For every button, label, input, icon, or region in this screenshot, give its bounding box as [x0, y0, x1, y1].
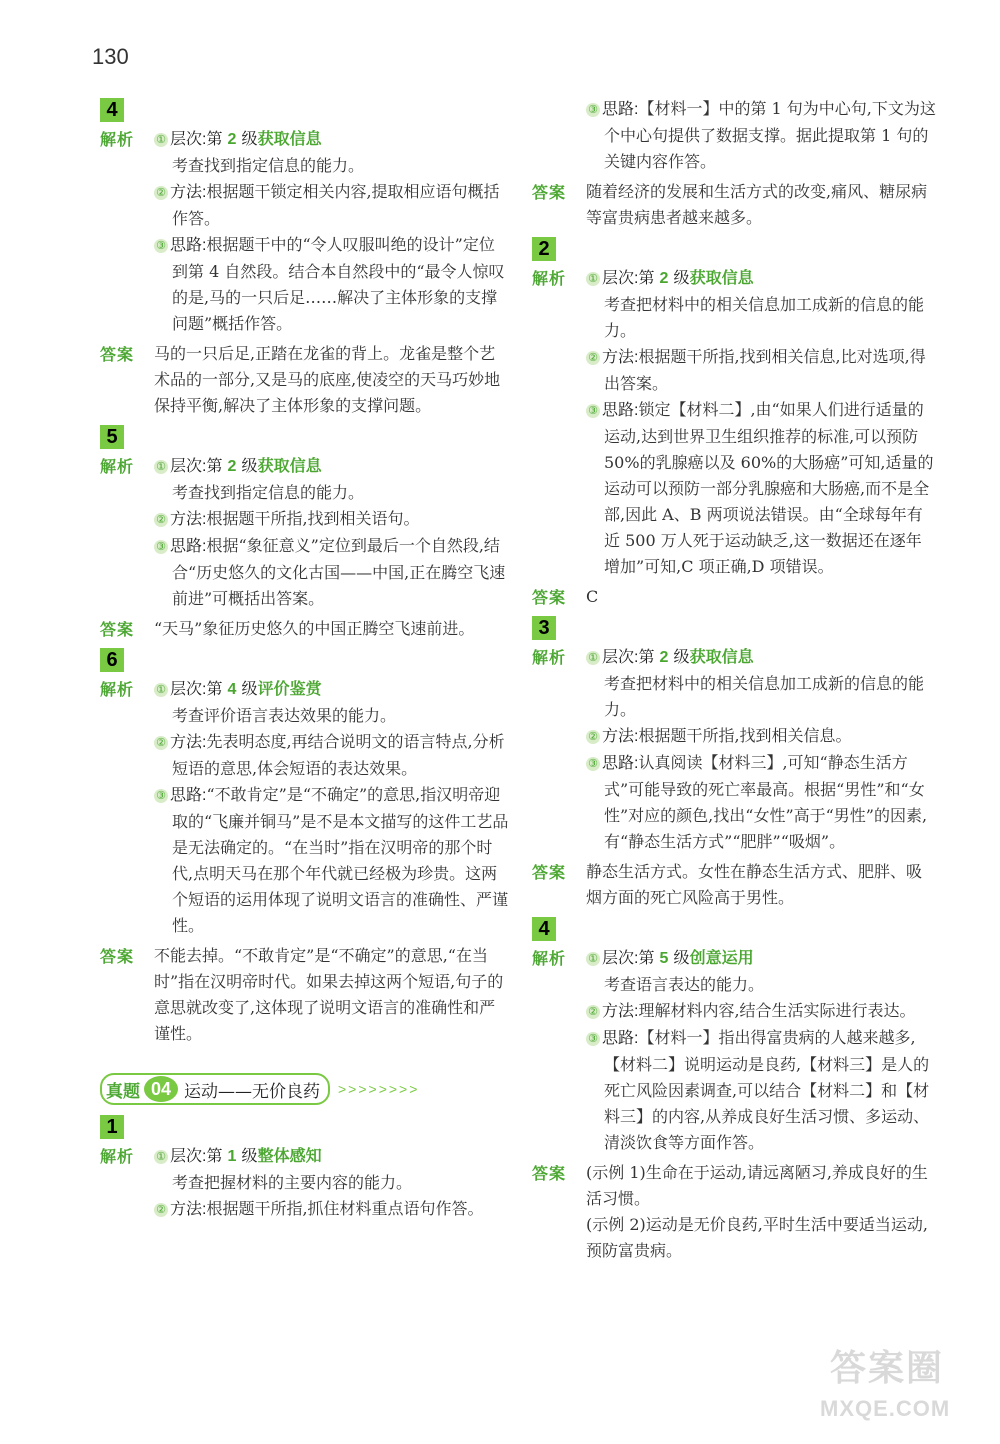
analysis-label: 解析 — [532, 951, 567, 968]
method-line — [154, 179, 510, 232]
level-desc: 考查把握材料的主要内容的能力。 — [172, 1173, 413, 1192]
level-suffix: 级 — [673, 950, 690, 967]
level-label: 层次:第 — [602, 950, 655, 967]
think-label: 思路: — [602, 402, 639, 419]
watermark-text: 答案圈 — [830, 1347, 945, 1388]
level-name: 获取信息 — [257, 131, 322, 148]
answer-block — [532, 584, 937, 610]
answer-text: “天马”象征历史悠久的中国正腾空飞速前进。 — [154, 619, 475, 638]
method-text: 根据题干所指,找到相关语句。 — [206, 509, 420, 528]
level-name: 创意运用 — [689, 950, 754, 967]
circle-mark: ① — [154, 683, 168, 697]
circle-mark: ① — [154, 1150, 168, 1164]
topic-header — [100, 1073, 510, 1105]
circle-mark: ③ — [154, 789, 168, 803]
level-number: 2 — [659, 270, 669, 287]
think-text: 锁定【材料二】,由“如果人们进行适量的运动,达到世界卫生组织推荐的标准,可以预防 50%的乳腺癌以及 60%的大肠癌”可知,适量的运动可以预防一部分乳腺癌和大肠癌,而不是全部,因此 A、B 两项说法错误。由“全球每年有近 500 万人死于运动缺乏,这一数据还在逐年增加”可知,C 项正确,D 项错误。 — [604, 400, 934, 576]
method-text: 根据题干所指,找到相关信息。 — [638, 726, 852, 745]
level-desc: 考查找到指定信息的能力。 — [172, 483, 365, 502]
circle-mark: ③ — [586, 757, 600, 771]
level-desc: 考查评价语言表达效果的能力。 — [172, 706, 397, 725]
answer-block — [100, 943, 510, 1047]
level-number: 2 — [227, 458, 237, 475]
question-number: 5 — [100, 425, 124, 449]
topic-box — [100, 1073, 330, 1105]
circle-mark: ② — [586, 730, 600, 744]
think-label: 思路: — [602, 755, 639, 772]
question-number: 3 — [532, 616, 556, 640]
level-number: 2 — [659, 649, 669, 666]
right-column — [532, 96, 937, 1268]
think-label: 思路: — [170, 787, 207, 804]
topic-tag: 真题 — [106, 1081, 140, 1101]
answer-block — [100, 341, 510, 419]
think-label: 思路: — [170, 538, 207, 555]
watermark-logo — [820, 1340, 980, 1430]
method-line — [586, 344, 937, 397]
answer-text: 随着经济的发展和生活方式的改变,痛风、糖尿病等富贵病患者越来越多。 — [586, 182, 928, 227]
level-name: 获取信息 — [257, 458, 322, 475]
level-line — [154, 453, 510, 480]
level-label: 层次:第 — [170, 681, 223, 698]
think-label: 思路: — [602, 1030, 639, 1047]
circle-mark: ③ — [586, 404, 600, 418]
analysis-block — [100, 126, 510, 337]
circle-mark: ① — [586, 272, 600, 286]
analysis-label: 解析 — [100, 459, 135, 476]
circle-mark: ② — [154, 736, 168, 750]
circle-mark: ② — [154, 1203, 168, 1217]
analysis-block — [100, 1143, 510, 1223]
level-name: 获取信息 — [689, 649, 754, 666]
analysis-block — [100, 453, 510, 612]
level-desc: 考查语言表达的能力。 — [604, 975, 765, 994]
answer-label: 答案 — [532, 590, 567, 607]
answer-block — [532, 179, 937, 231]
level-name: 整体感知 — [257, 1148, 322, 1165]
method-text: 根据题干锁定相关内容,提取相应语句概括作答。 — [172, 182, 500, 228]
answer-text: 不能去掉。“不敢肯定”是“不确定”的意思,“在当时”指在汉明帝时代。如果去掉这两个短语,句子的意思就改变了,这体现了说明文语言的准确性和严谨性。 — [154, 946, 504, 1043]
level-number: 4 — [227, 681, 237, 698]
analysis-label: 解析 — [532, 650, 567, 667]
think-line — [586, 750, 937, 855]
analysis-label: 解析 — [100, 1149, 135, 1166]
answer-example-2: (示例 2)运动是无价良药,平时生活中要适当运动,预防富贵病。 — [586, 1215, 928, 1260]
question-number: 1 — [100, 1115, 124, 1139]
method-line — [154, 729, 510, 782]
analysis-block — [100, 676, 510, 939]
think-text: 根据题干中的“令人叹服叫绝的设计”定位到第 4 自然段。结合本自然段中的“最令人惊叹的是,马的一只后足……解决了主体形象的支撑问题”概括作答。 — [172, 235, 505, 333]
analysis-block — [532, 265, 937, 580]
method-label: 方法: — [170, 511, 207, 528]
level-name: 获取信息 — [689, 270, 754, 287]
level-name: 评价鉴赏 — [257, 681, 322, 698]
answer-example-1: (示例 1)生命在于运动,请远离陋习,养成良好的生活习惯。 — [586, 1163, 928, 1208]
circle-mark: ① — [154, 133, 168, 147]
watermark-url: MXQE.COM — [820, 1396, 951, 1421]
circle-mark: ③ — [586, 1032, 600, 1046]
think-line — [154, 782, 510, 939]
circle-mark: ② — [154, 186, 168, 200]
think-text: “不敢肯定”是“不确定”的意思,指汉明帝迎取的“飞廉并铜马”是不是本文描写的这件工艺品是无法确定的。“在当时”指在汉明帝的那个时代,点明天马在那个年代就已经极为珍贵。这两个短语的运用体现了说明文语言的准确性、严谨性。 — [172, 785, 509, 935]
circle-mark: ① — [154, 460, 168, 474]
answer-text: C — [586, 587, 599, 606]
topic-title: 运动——无价良药 — [184, 1081, 320, 1102]
topic-number: 04 — [144, 1076, 178, 1102]
level-suffix: 级 — [241, 681, 258, 698]
level-label: 层次:第 — [602, 649, 655, 666]
level-suffix: 级 — [673, 270, 690, 287]
circle-mark: ③ — [154, 239, 168, 253]
answer-label: 答案 — [100, 622, 135, 639]
question-number: 2 — [532, 237, 556, 261]
method-label: 方法: — [602, 728, 639, 745]
answer-text: 马的一只后足,正踏在龙雀的背上。龙雀是整个艺术品的一部分,又是马的底座,使凌空的天马巧妙地保持平衡,解决了主体形象的支撑问题。 — [154, 344, 501, 415]
analysis-label: 解析 — [532, 271, 567, 288]
analysis-block — [532, 644, 937, 855]
question-number: 4 — [100, 98, 124, 122]
analysis-block — [532, 945, 937, 1156]
method-label: 方法: — [602, 349, 639, 366]
method-text: 根据题干所指,找到相关信息,比对选项,得出答案。 — [604, 347, 926, 393]
answer-block — [532, 859, 937, 911]
level-suffix: 级 — [241, 458, 258, 475]
circle-mark: ② — [154, 513, 168, 527]
answer-block — [100, 616, 510, 642]
circle-mark: ② — [586, 1005, 600, 1019]
circle-mark: ③ — [586, 103, 600, 117]
circle-mark: ③ — [154, 540, 168, 554]
circle-mark: ② — [586, 351, 600, 365]
circle-mark: ① — [586, 651, 600, 665]
method-line — [154, 1196, 510, 1223]
method-text: 根据题干所指,抓住材料重点语句作答。 — [206, 1199, 484, 1218]
think-line — [586, 397, 937, 580]
level-number: 5 — [659, 950, 669, 967]
answer-block — [532, 1160, 937, 1264]
level-number: 2 — [227, 131, 237, 148]
think-text: 根据“象征意义”定位到最后一个自然段,结合“历史悠久的文化古国——中国,正在腾空飞速前进”可概括出答案。 — [172, 536, 506, 608]
arrows-decoration: >>>>>>>> — [338, 1081, 420, 1097]
analysis-label: 解析 — [100, 132, 135, 149]
answer-label: 答案 — [532, 185, 567, 202]
method-label: 方法: — [170, 184, 207, 201]
level-suffix: 级 — [241, 1148, 258, 1165]
circle-mark: ① — [586, 952, 600, 966]
level-suffix: 级 — [673, 649, 690, 666]
think-text: 【材料一】中的第 1 句为中心句,下文为这个中心句提供了数据支撑。据此提取第 1 句的关键内容作答。 — [604, 99, 936, 171]
level-label: 层次:第 — [170, 458, 223, 475]
question-number: 6 — [100, 648, 124, 672]
level-line — [154, 676, 510, 703]
level-line — [586, 945, 937, 972]
method-label: 方法: — [170, 1201, 207, 1218]
level-number: 1 — [227, 1148, 237, 1165]
method-label: 方法: — [170, 734, 207, 751]
think-label: 思路: — [602, 101, 639, 118]
method-line — [586, 723, 937, 750]
answer-label: 答案 — [532, 1166, 567, 1183]
method-line — [586, 998, 937, 1025]
think-line — [586, 96, 937, 175]
level-desc: 考查找到指定信息的能力。 — [172, 156, 365, 175]
analysis-label: 解析 — [100, 682, 135, 699]
question-number: 4 — [532, 917, 556, 941]
level-line — [154, 126, 510, 153]
level-label: 层次:第 — [170, 131, 223, 148]
level-desc: 考查把材料中的相关信息加工成新的信息的能力。 — [604, 674, 925, 719]
think-text: 认真阅读【材料三】,可知“静态生活方式”可能导致的死亡率最高。根据“男性”和“女性”对应的颜色,找出“女性”高于“男性”的因素,有“静态生活方式”“肥胖”“吸烟”。 — [604, 753, 928, 851]
level-suffix: 级 — [241, 131, 258, 148]
think-line — [154, 533, 510, 612]
level-desc: 考查把材料中的相关信息加工成新的信息的能力。 — [604, 295, 925, 340]
method-line — [154, 506, 510, 533]
page-number: 130 — [92, 44, 129, 69]
level-line — [154, 1143, 510, 1170]
method-text: 先表明态度,再结合说明文的语言特点,分析短语的意思,体会短语的表达效果。 — [172, 732, 505, 778]
level-line — [586, 644, 937, 671]
answer-label: 答案 — [100, 949, 135, 966]
method-label: 方法: — [602, 1003, 639, 1020]
left-column — [100, 96, 510, 1227]
think-line — [586, 1025, 937, 1156]
level-label: 层次:第 — [170, 1148, 223, 1165]
think-label: 思路: — [170, 237, 207, 254]
think-text: 【材料一】指出得富贵病的人越来越多,【材料二】说明运动是良药,【材料三】是人的死亡风险因素调查,可以结合【材料二】和【材料三】的内容,从养成良好生活习惯、多运动、清淡饮食等方面作答。 — [604, 1028, 930, 1152]
think-line — [154, 232, 510, 337]
analysis-block-continued — [532, 96, 937, 175]
level-label: 层次:第 — [602, 270, 655, 287]
level-line — [586, 265, 937, 292]
answer-label: 答案 — [100, 347, 135, 364]
answer-text: 静态生活方式。女性在静态生活方式、肥胖、吸烟方面的死亡风险高于男性。 — [586, 862, 923, 907]
method-text: 理解材料内容,结合生活实际进行表达。 — [638, 1001, 916, 1020]
answer-label: 答案 — [532, 865, 567, 882]
